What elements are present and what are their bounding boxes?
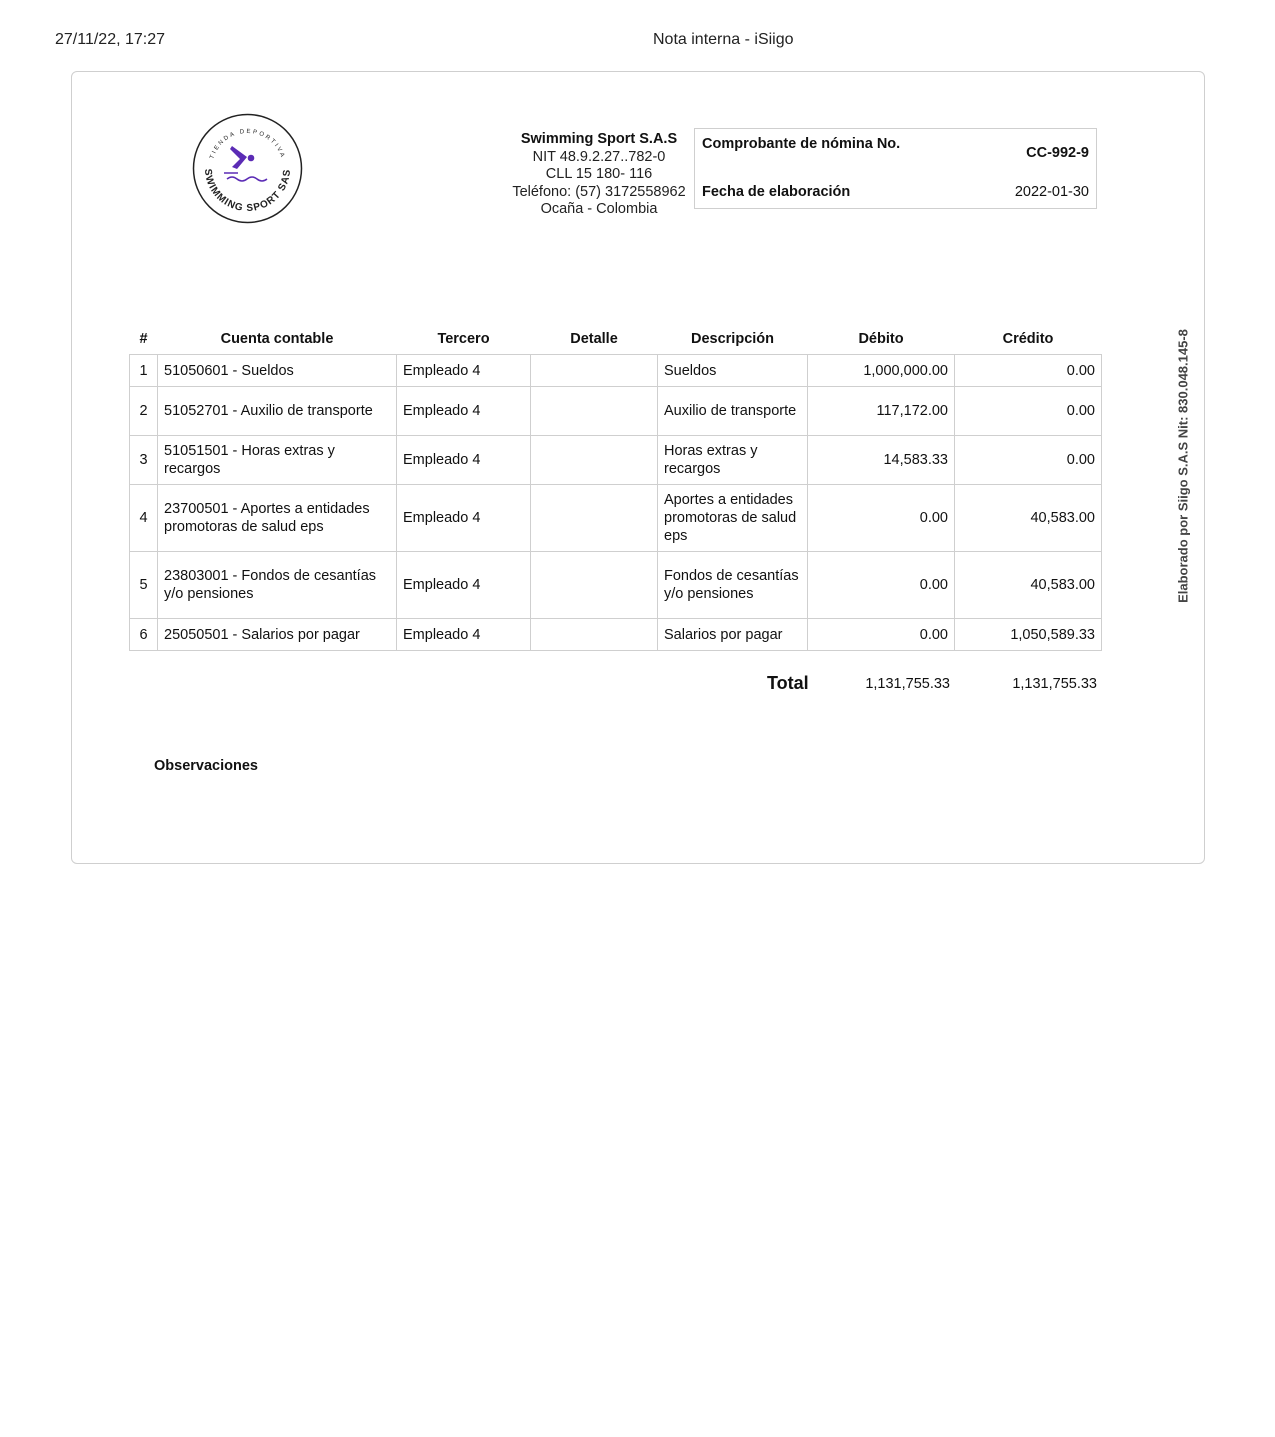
detail-cell <box>531 552 658 619</box>
column-header: Cuenta contable <box>220 331 334 347</box>
ledger-table <box>129 324 1102 651</box>
total-debit: 1,131,755.33 <box>865 676 950 692</box>
table-header-row <box>130 324 1102 355</box>
third-party-cell: Empleado 4 <box>397 485 531 552</box>
column-header: Tercero <box>437 331 490 347</box>
table-row <box>130 619 1102 651</box>
svg-text:SWIMMING SPORT SAS: SWIMMING SPORT SAS <box>201 168 294 215</box>
credit-cell: 40,583.00 <box>955 552 1102 619</box>
voucher-box <box>694 128 1097 209</box>
company-logo <box>192 113 303 224</box>
company-name: Swimming Sport S.A.S <box>520 131 678 147</box>
column-header: Descripción <box>691 331 774 347</box>
table-row <box>130 355 1102 387</box>
credit-cell: 40,583.00 <box>955 485 1102 552</box>
print-title: Nota interna - iSiigo <box>653 31 794 48</box>
observations-label: Observaciones <box>154 758 258 774</box>
voucher-date: 2022-01-30 <box>1014 184 1089 200</box>
description-cell: Salarios por pagar <box>658 619 808 651</box>
column-header: Débito <box>858 331 904 347</box>
svg-text:TIENDA DEPORTIVA: TIENDA DEPORTIVA <box>209 128 286 160</box>
company-city: Ocaña - Colombia <box>540 201 658 217</box>
row-number: 6 <box>130 619 158 651</box>
voucher-document <box>71 71 1205 864</box>
credit-cell: 0.00 <box>955 436 1102 485</box>
detail-cell <box>531 436 658 485</box>
description-cell: Horas extras y recargos <box>658 436 808 485</box>
third-party-cell: Empleado 4 <box>397 619 531 651</box>
print-date: 27/11/22, 17:27 <box>55 31 166 48</box>
voucher-date-label: Fecha de elaboración <box>702 184 851 200</box>
company-phone: Teléfono: (57) 3172558962 <box>512 183 686 200</box>
account-cell: 51051501 - Horas extras y recargos <box>158 436 397 485</box>
debit-cell: 14,583.33 <box>808 436 955 485</box>
total-credit: 1,131,755.33 <box>1012 676 1097 692</box>
debit-cell: 0.00 <box>808 619 955 651</box>
total-label: Total <box>767 673 809 693</box>
siigo-side-note: Elaborado por Siigo S.A.S Nit: 830.048.145-8 <box>1175 329 1191 603</box>
voucher-number: CC-992-9 <box>1026 145 1089 161</box>
table-row <box>130 485 1102 552</box>
column-header: # <box>139 331 148 347</box>
company-nit: NIT 48.9.2.27..782-0 <box>532 148 666 165</box>
row-number: 4 <box>130 485 158 552</box>
description-cell: Aportes a entidades promotoras de salud eps <box>658 485 808 552</box>
description-cell: Sueldos <box>658 355 808 387</box>
debit-cell: 0.00 <box>808 485 955 552</box>
account-cell: 25050501 - Salarios por pagar <box>158 619 397 651</box>
account-cell: 51050601 - Sueldos <box>158 355 397 387</box>
third-party-cell: Empleado 4 <box>397 355 531 387</box>
table-row <box>130 387 1102 436</box>
account-cell: 51052701 - Auxilio de transporte <box>158 387 397 436</box>
company-info <box>499 131 699 219</box>
credit-cell: 0.00 <box>955 387 1102 436</box>
row-number: 3 <box>130 436 158 485</box>
credit-cell: 1,050,589.33 <box>955 619 1102 651</box>
column-header: Crédito <box>1002 331 1054 347</box>
account-cell: 23803001 - Fondos de cesantías y/o pensiones <box>158 552 397 619</box>
debit-cell: 1,000,000.00 <box>808 355 955 387</box>
debit-cell: 0.00 <box>808 552 955 619</box>
print-header <box>0 31 1275 51</box>
description-cell: Fondos de cesantías y/o pensiones <box>658 552 808 619</box>
row-number: 5 <box>130 552 158 619</box>
detail-cell <box>531 355 658 387</box>
credit-cell: 0.00 <box>955 355 1102 387</box>
row-number: 2 <box>130 387 158 436</box>
description-cell: Auxilio de transporte <box>658 387 808 436</box>
row-number: 1 <box>130 355 158 387</box>
detail-cell <box>531 485 658 552</box>
column-header: Detalle <box>570 331 618 347</box>
debit-cell: 117,172.00 <box>808 387 955 436</box>
third-party-cell: Empleado 4 <box>397 387 531 436</box>
voucher-number-label: Comprobante de nómina No. <box>702 136 901 152</box>
third-party-cell: Empleado 4 <box>397 552 531 619</box>
table-row <box>130 552 1102 619</box>
third-party-cell: Empleado 4 <box>397 436 531 485</box>
table-row <box>130 436 1102 485</box>
detail-cell <box>531 387 658 436</box>
company-address: CLL 15 180- 116 <box>545 166 653 182</box>
detail-cell <box>531 619 658 651</box>
account-cell: 23700501 - Aportes a entidades promotoras de salud eps <box>158 485 397 552</box>
